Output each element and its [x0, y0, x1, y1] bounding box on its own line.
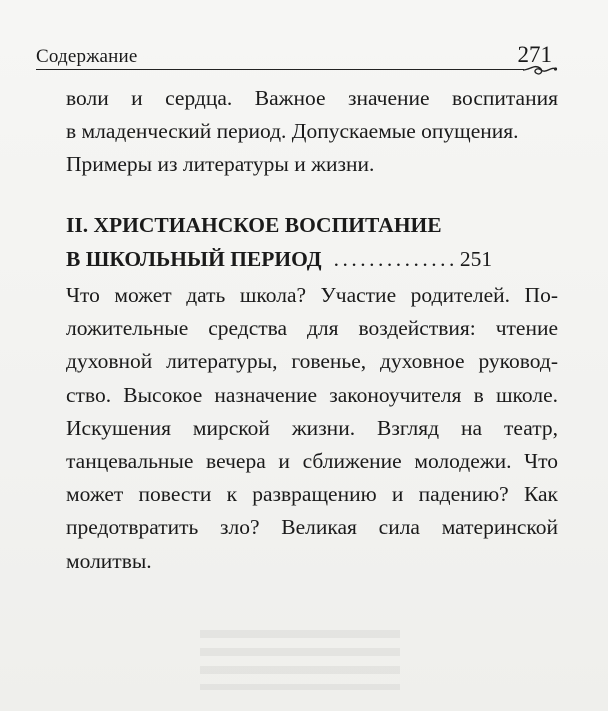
text-line: Искушения мирской жизни. Взгляд на театр, — [66, 415, 558, 440]
toc-description-1 — [66, 82, 558, 181]
show-through-smudge — [200, 630, 400, 690]
heading-line-2: В ШКОЛЬНЫЙ ПЕРИОД — [66, 247, 322, 271]
text-line: воли и сердца. Важное значение воспитания — [66, 86, 558, 110]
dot-leader: .............. — [333, 247, 458, 271]
heading-line-1-row — [66, 208, 558, 242]
flourish-ornament-icon — [522, 62, 558, 80]
text-line: духовной литературы, говенье, духовное руковод- — [66, 349, 558, 374]
section-name: Содержание — [36, 46, 138, 67]
toc-entry-heading — [66, 208, 558, 276]
header-rule — [36, 69, 524, 70]
running-header — [36, 42, 558, 72]
text-line: Что может дать школа? Участие родителей. По- — [66, 283, 558, 307]
heading-line-2-row — [66, 242, 558, 276]
toc-description-2 — [66, 279, 558, 578]
text-line: Примеры из литературы и жизни. — [66, 152, 375, 176]
text-line: ложительные средства для воздействия: чтение — [66, 316, 558, 341]
page-number: 271 — [517, 42, 552, 67]
text-line: ство. Высокое назначение законоучителя в школе. — [66, 382, 558, 407]
heading-line-1: II. ХРИСТИАНСКОЕ ВОСПИТАНИЕ — [66, 213, 442, 237]
text-line: предотвратить зло? Великая сила материнской — [66, 515, 558, 540]
text-line: в младенческий период. Допускаемые опущения. — [66, 119, 519, 143]
toc-page-number: 251 — [459, 247, 493, 271]
text-line: молитвы. — [66, 548, 152, 573]
text-line: может повести к развращению и падению? Как — [66, 482, 558, 507]
text-line: танцевальные вечера и сближение молодежи. Что — [66, 449, 558, 474]
